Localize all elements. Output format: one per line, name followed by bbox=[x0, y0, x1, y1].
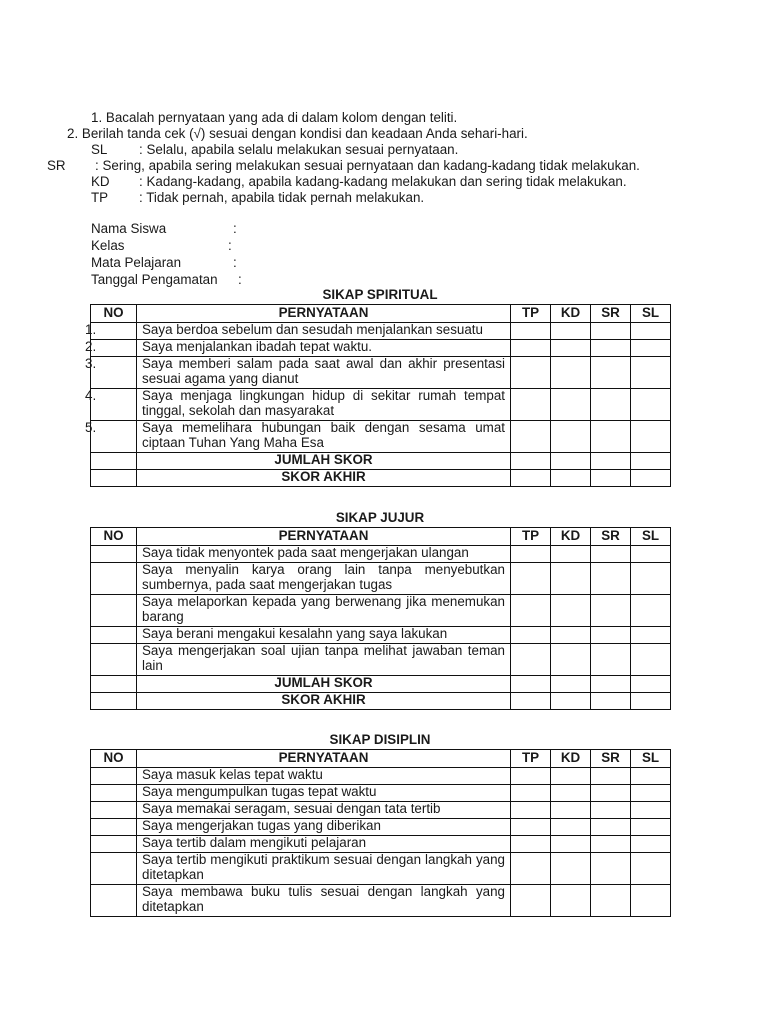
statement: Saya melaporkan kepada yang berwenang jika menemukan barang bbox=[137, 595, 511, 627]
statement: Saya memelihara hubungan baik dengan sesama umat ciptaan Tuhan Yang Maha Esa bbox=[137, 421, 511, 453]
check-kd[interactable] bbox=[551, 836, 591, 853]
row-number bbox=[91, 768, 137, 785]
table-row bbox=[91, 785, 671, 802]
table-row bbox=[91, 340, 671, 357]
row-number: 3. bbox=[91, 357, 137, 389]
statement: Saya menjaga lingkungan hidup di sekitar rumah tempat tinggal, sekolah dan masyarakat bbox=[137, 389, 511, 421]
check-kd[interactable] bbox=[551, 546, 591, 563]
col-sr: SR bbox=[591, 305, 631, 323]
check-tp[interactable] bbox=[511, 357, 551, 389]
check-sr[interactable] bbox=[591, 802, 631, 819]
legend-text: : Tidak pernah, apabila tidak pernah melakukan. bbox=[139, 190, 425, 205]
check-kd[interactable] bbox=[551, 357, 591, 389]
table-row bbox=[91, 563, 671, 595]
instruction-2: 2. Berilah tanda cek (√) sesuai dengan kondisi dan keadaan Anda sehari-hari. bbox=[67, 126, 528, 141]
statement: Saya membawa buku tulis sesuai dengan langkah yang ditetapkan bbox=[137, 885, 511, 917]
jumlah-skor-label: JUMLAH SKOR bbox=[137, 453, 511, 470]
empty-cell bbox=[91, 453, 137, 470]
check-sl[interactable] bbox=[631, 357, 671, 389]
check-tp[interactable] bbox=[511, 340, 551, 357]
table-row bbox=[91, 595, 671, 627]
table-row bbox=[91, 853, 671, 885]
final-row bbox=[91, 470, 671, 487]
table-row bbox=[91, 836, 671, 853]
field-sep: : bbox=[233, 255, 237, 270]
col-sl: SL bbox=[631, 750, 671, 768]
col-no: NO bbox=[91, 528, 137, 546]
legend-sl bbox=[91, 142, 458, 158]
check-sl[interactable] bbox=[631, 802, 671, 819]
check-sr[interactable] bbox=[591, 627, 631, 644]
row-number bbox=[91, 644, 137, 676]
field-mata-pelajaran bbox=[91, 255, 237, 271]
check-tp[interactable] bbox=[511, 627, 551, 644]
score-tp[interactable] bbox=[511, 453, 551, 470]
empty-cell bbox=[91, 470, 137, 487]
legend-code: SL bbox=[91, 142, 108, 157]
score-kd[interactable] bbox=[551, 676, 591, 693]
check-sr[interactable] bbox=[591, 768, 631, 785]
check-sr[interactable] bbox=[591, 563, 631, 595]
table-row bbox=[91, 802, 671, 819]
row-number: 1. bbox=[91, 323, 137, 340]
check-tp[interactable] bbox=[511, 595, 551, 627]
score-sr[interactable] bbox=[591, 470, 631, 487]
table-row bbox=[91, 627, 671, 644]
instruction-1: 1. Bacalah pernyataan yang ada di dalam kolom dengan teliti. bbox=[91, 110, 458, 125]
check-sr[interactable] bbox=[591, 340, 631, 357]
field-tanggal-pengamatan bbox=[91, 272, 242, 288]
field-sep: : bbox=[233, 221, 237, 236]
row-number: 5. bbox=[91, 421, 137, 453]
field-kelas bbox=[91, 238, 232, 254]
row-number: 4. bbox=[91, 389, 137, 421]
check-tp[interactable] bbox=[511, 836, 551, 853]
field-nama-siswa bbox=[91, 221, 237, 237]
table-header bbox=[91, 528, 671, 546]
statement: Saya masuk kelas tepat waktu bbox=[137, 768, 511, 785]
field-label: Kelas bbox=[91, 238, 125, 253]
col-statement: PERNYATAAN bbox=[137, 305, 511, 323]
statement: Saya memberi salam pada saat awal dan akhir presentasi sesuai agama yang dianut bbox=[137, 357, 511, 389]
score-sl[interactable] bbox=[631, 693, 671, 710]
row-number bbox=[91, 802, 137, 819]
check-sl[interactable] bbox=[631, 768, 671, 785]
check-tp[interactable] bbox=[511, 768, 551, 785]
total-row bbox=[91, 453, 671, 470]
check-sl[interactable] bbox=[631, 627, 671, 644]
legend-text: : Kadang-kadang, apabila kadang-kadang melakukan dan sering tidak melakukan. bbox=[139, 174, 627, 189]
statement: Saya mengerjakan tugas yang diberikan bbox=[137, 819, 511, 836]
col-sr: SR bbox=[591, 528, 631, 546]
statement: Saya mengerjakan soal ujian tanpa melihat jawaban teman lain bbox=[137, 644, 511, 676]
score-kd[interactable] bbox=[551, 453, 591, 470]
check-kd[interactable] bbox=[551, 644, 591, 676]
check-sl[interactable] bbox=[631, 853, 671, 885]
skor-akhir-label: SKOR AKHIR bbox=[137, 470, 511, 487]
table-row bbox=[91, 546, 671, 563]
score-sr[interactable] bbox=[591, 453, 631, 470]
table-header bbox=[91, 750, 671, 768]
check-sl[interactable] bbox=[631, 340, 671, 357]
section-title-jujur: SIKAP JUJUR bbox=[335, 510, 425, 525]
check-kd[interactable] bbox=[551, 340, 591, 357]
field-sep: : bbox=[228, 238, 232, 253]
col-tp: TP bbox=[511, 528, 551, 546]
row-number bbox=[91, 836, 137, 853]
col-no: NO bbox=[91, 750, 137, 768]
check-sl[interactable] bbox=[631, 389, 671, 421]
legend-kd bbox=[91, 174, 627, 190]
check-tp[interactable] bbox=[511, 802, 551, 819]
score-sr[interactable] bbox=[591, 676, 631, 693]
check-sr[interactable] bbox=[591, 644, 631, 676]
check-tp[interactable] bbox=[511, 853, 551, 885]
empty-cell bbox=[91, 676, 137, 693]
score-kd[interactable] bbox=[551, 693, 591, 710]
statement: Saya berani mengakui kesalahn yang saya lakukan bbox=[137, 627, 511, 644]
col-no: NO bbox=[91, 305, 137, 323]
check-sl[interactable] bbox=[631, 563, 671, 595]
table-row bbox=[91, 819, 671, 836]
col-kd: KD bbox=[551, 528, 591, 546]
score-tp[interactable] bbox=[511, 693, 551, 710]
check-kd[interactable] bbox=[551, 563, 591, 595]
statement: Saya berdoa sebelum dan sesudah menjalankan sesuatu bbox=[137, 323, 511, 340]
table-row bbox=[91, 885, 671, 917]
check-sl[interactable] bbox=[631, 785, 671, 802]
table-disiplin bbox=[90, 749, 671, 917]
statement: Saya tidak menyontek pada saat mengerjakan ulangan bbox=[137, 546, 511, 563]
table-jujur bbox=[90, 527, 671, 710]
check-sr[interactable] bbox=[591, 885, 631, 917]
field-label: Mata Pelajaran bbox=[91, 255, 182, 270]
check-sr[interactable] bbox=[591, 546, 631, 563]
check-tp[interactable] bbox=[511, 785, 551, 802]
check-tp[interactable] bbox=[511, 563, 551, 595]
statement: Saya mengumpulkan tugas tepat waktu bbox=[137, 785, 511, 802]
legend-tp bbox=[91, 190, 424, 206]
row-number bbox=[91, 546, 137, 563]
table-spiritual bbox=[85, 304, 671, 487]
skor-akhir-label: SKOR AKHIR bbox=[137, 693, 511, 710]
row-number bbox=[91, 819, 137, 836]
check-sl[interactable] bbox=[631, 323, 671, 340]
score-sl[interactable] bbox=[631, 676, 671, 693]
legend-sr bbox=[47, 158, 640, 174]
check-sr[interactable] bbox=[591, 595, 631, 627]
field-label: Nama Siswa bbox=[91, 221, 167, 236]
field-sep: : bbox=[238, 272, 242, 287]
table-header bbox=[91, 305, 671, 323]
row-number bbox=[91, 785, 137, 802]
col-statement: PERNYATAAN bbox=[137, 750, 511, 768]
check-kd[interactable] bbox=[551, 421, 591, 453]
check-sl[interactable] bbox=[631, 546, 671, 563]
statement: Saya tertib mengikuti praktikum sesuai dengan langkah yang ditetapkan bbox=[137, 853, 511, 885]
legend-text: : Sering, apabila sering melakukan sesuai pernyataan dan kadang-kadang tidak melakukan. bbox=[95, 158, 640, 173]
score-tp[interactable] bbox=[511, 470, 551, 487]
check-kd[interactable] bbox=[551, 389, 591, 421]
statement: Saya menjalankan ibadah tepat waktu. bbox=[137, 340, 511, 357]
col-kd: KD bbox=[551, 305, 591, 323]
check-kd[interactable] bbox=[551, 768, 591, 785]
check-kd[interactable] bbox=[551, 802, 591, 819]
table-row bbox=[91, 768, 671, 785]
legend-text: : Selalu, apabila selalu melakukan sesuai pernyataan. bbox=[139, 142, 459, 157]
check-sr[interactable] bbox=[591, 323, 631, 340]
score-tp[interactable] bbox=[511, 676, 551, 693]
check-kd[interactable] bbox=[551, 885, 591, 917]
row-number bbox=[91, 563, 137, 595]
row-number bbox=[91, 853, 137, 885]
legend-code: TP bbox=[91, 190, 109, 205]
col-sl: SL bbox=[631, 305, 671, 323]
statement: Saya memakai seragam, sesuai dengan tata tertib bbox=[137, 802, 511, 819]
col-tp: TP bbox=[511, 750, 551, 768]
check-sl[interactable] bbox=[631, 885, 671, 917]
field-label: Tanggal Pengamatan bbox=[91, 272, 218, 287]
col-sr: SR bbox=[591, 750, 631, 768]
check-kd[interactable] bbox=[551, 819, 591, 836]
col-statement: PERNYATAAN bbox=[137, 528, 511, 546]
statement: Saya tertib dalam mengikuti pelajaran bbox=[137, 836, 511, 853]
check-sl[interactable] bbox=[631, 595, 671, 627]
check-kd[interactable] bbox=[551, 627, 591, 644]
check-tp[interactable] bbox=[511, 389, 551, 421]
check-sl[interactable] bbox=[631, 819, 671, 836]
row-number: 2. bbox=[91, 340, 137, 357]
check-kd[interactable] bbox=[551, 323, 591, 340]
legend-code: SR bbox=[47, 158, 66, 173]
check-kd[interactable] bbox=[551, 853, 591, 885]
score-kd[interactable] bbox=[551, 470, 591, 487]
table-row bbox=[91, 357, 671, 389]
check-tp[interactable] bbox=[511, 323, 551, 340]
legend-code: KD bbox=[91, 174, 110, 189]
check-tp[interactable] bbox=[511, 885, 551, 917]
check-tp[interactable] bbox=[511, 819, 551, 836]
check-tp[interactable] bbox=[511, 546, 551, 563]
section-title-spiritual: SIKAP SPIRITUAL bbox=[322, 287, 438, 302]
check-sl[interactable] bbox=[631, 836, 671, 853]
col-kd: KD bbox=[551, 750, 591, 768]
empty-cell bbox=[91, 693, 137, 710]
col-sl: SL bbox=[631, 528, 671, 546]
table-row bbox=[91, 644, 671, 676]
score-sl[interactable] bbox=[631, 470, 671, 487]
final-row bbox=[91, 693, 671, 710]
table-row bbox=[91, 323, 671, 340]
score-sr[interactable] bbox=[591, 693, 631, 710]
check-sr[interactable] bbox=[591, 357, 631, 389]
check-sr[interactable] bbox=[591, 819, 631, 836]
table-row bbox=[91, 389, 671, 421]
section-title-disiplin: SIKAP DISIPLIN bbox=[329, 732, 431, 747]
check-kd[interactable] bbox=[551, 785, 591, 802]
check-sr[interactable] bbox=[591, 853, 631, 885]
col-tp: TP bbox=[511, 305, 551, 323]
check-sr[interactable] bbox=[591, 421, 631, 453]
check-tp[interactable] bbox=[511, 644, 551, 676]
row-number bbox=[91, 885, 137, 917]
jumlah-skor-label: JUMLAH SKOR bbox=[137, 676, 511, 693]
check-sr[interactable] bbox=[591, 785, 631, 802]
table-row bbox=[91, 421, 671, 453]
row-number bbox=[91, 595, 137, 627]
check-sl[interactable] bbox=[631, 644, 671, 676]
row-number bbox=[91, 627, 137, 644]
check-kd[interactable] bbox=[551, 595, 591, 627]
check-sl[interactable] bbox=[631, 421, 671, 453]
check-sr[interactable] bbox=[591, 836, 631, 853]
check-sr[interactable] bbox=[591, 389, 631, 421]
total-row bbox=[91, 676, 671, 693]
score-sl[interactable] bbox=[631, 453, 671, 470]
statement: Saya menyalin karya orang lain tanpa menyebutkan sumbernya, pada saat mengerjakan tugas bbox=[137, 563, 511, 595]
check-tp[interactable] bbox=[511, 421, 551, 453]
